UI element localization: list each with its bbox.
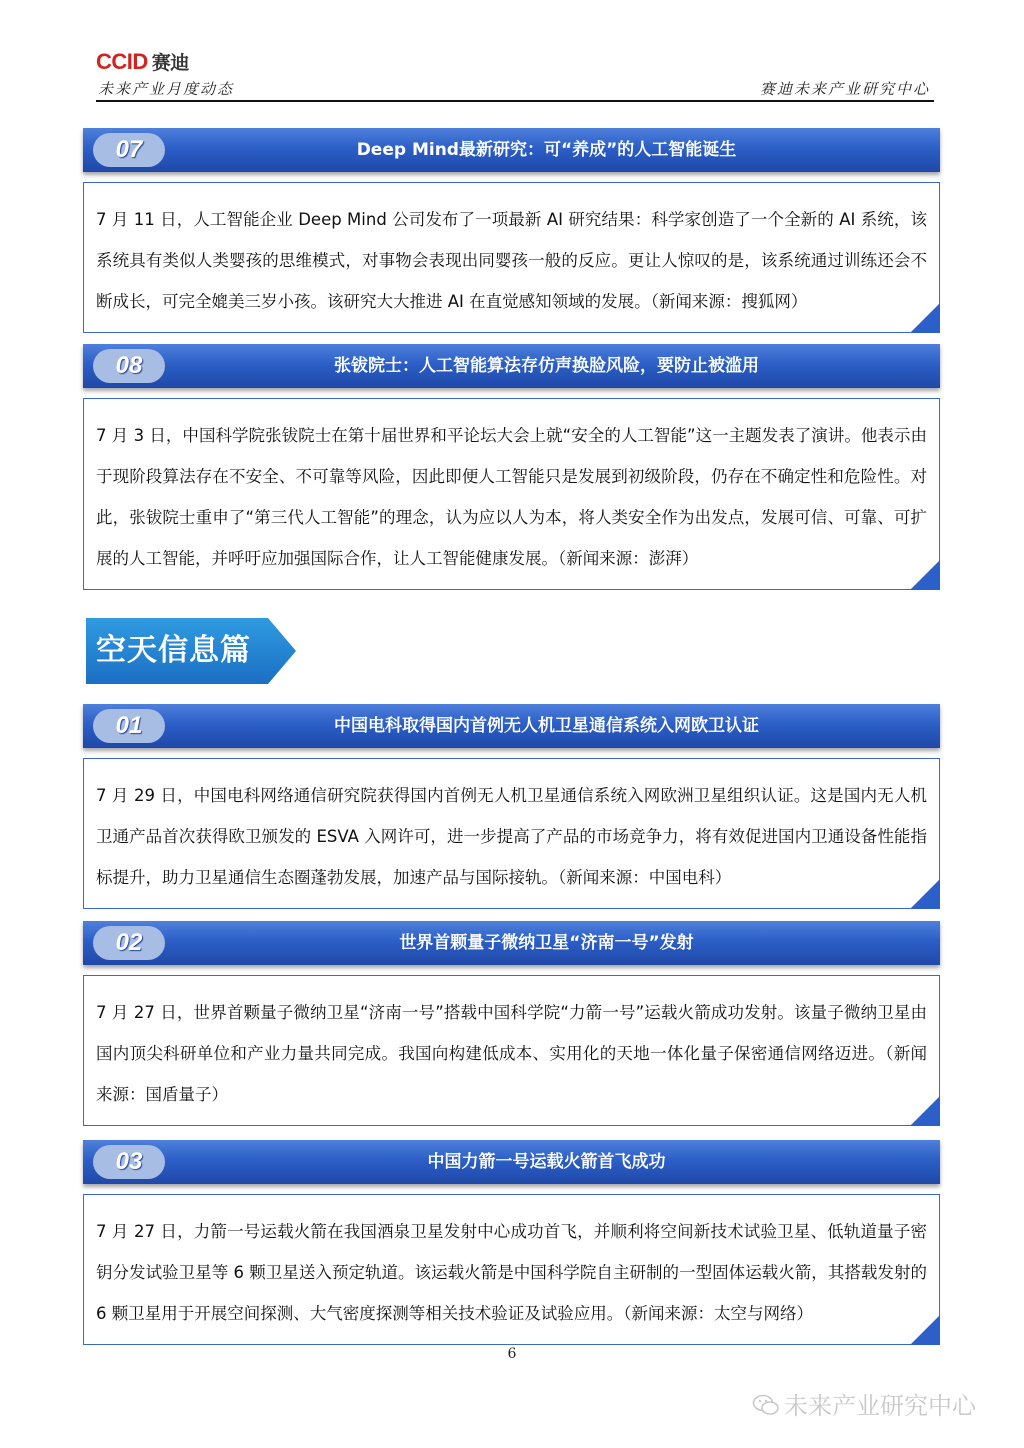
corner-triangle [910,879,940,909]
news-item [83,128,940,333]
news-item [83,344,940,590]
news-title: 张钹院士：人工智能算法存仿声换脸风险，要防止被滥用 [334,356,759,376]
news-title: 中国电科取得国内首例无人机卫星通信系统入网欧卫认证 [334,716,759,736]
news-number: 07 [93,133,165,167]
news-body-box [83,1194,940,1345]
news-title-bar [83,704,940,748]
corner-triangle [910,303,940,333]
corner-triangle [910,1096,940,1126]
news-body: 7 月 29 日，中国电科网络通信研究院获得国内首例无人机卫星通信系统入网欧洲卫星组织认证。这是国内无人机卫通产品首次获得欧卫颁发的 ESVA 入网许可，进一步提高了产品的市场竞争力，将有效促进国内卫通设备性能指标提升，助力卫星通信生态圈蓬勃发展，加速产品与国际接轨。（新闻来源：中国电科） [96,786,927,887]
news-number: 02 [93,926,165,960]
news-number: 08 [93,349,165,383]
news-item [83,704,940,909]
ccid-logo [96,48,189,75]
wechat-icon [752,1394,780,1416]
news-number: 03 [93,1145,165,1179]
section-title: 空天信息篇 [96,633,251,668]
news-title: Deep Mind最新研究：可“养成”的人工智能诞生 [356,140,737,160]
header-rule [96,100,934,102]
news-body: 7 月 3 日，中国科学院张钹院士在第十届世界和平论坛大会上就“安全的人工智能”这一主题发表了演讲。他表示由于现阶段算法存在不安全、不可靠等风险，因此即便人工智能只是发展到初级阶段，仍存在不确定性和危险性。对此，张钹院士重申了“第三代人工智能”的理念，认为应以人为本，将人类安全作为出发点，发展可信、可靠、可扩展的人工智能，并呼吁应加强国际合作，让人工智能健康发展。（新闻来源：澎湃） [96,426,927,568]
news-body: 7 月 27 日，力箭一号运载火箭在我国酒泉卫星发射中心成功首飞，并顺利将空间新技术试验卫星、低轨道量子密钥分发试验卫星等 6 颗卫星送入预定轨道。该运载火箭是中国科学院自主研制的一型固体运载火箭，其搭载发射的 6 颗卫星用于开展空间探测、大气密度探测等相关技术验证及试验应用。（新闻来源：太空与网络） [96,1222,927,1323]
news-title-bar [83,921,940,965]
section-banner [86,618,296,684]
page-number: 6 [507,1346,517,1362]
news-title: 中国力箭一号运载火箭首飞成功 [427,1152,666,1172]
news-body: 7 月 11 日，人工智能企业 Deep Mind 公司发布了一项最新 AI 研究结果：科学家创造了一个全新的 AI 系统，该系统具有类似人类婴孩的思维模式，对事物会表现出同婴孩一般的反应。更让人惊叹的是，该系统通过训练还会不断成长，可完全媲美三岁小孩。该研究大大推进 AI 在直觉感知领域的发展。（新闻来源：搜狐网） [96,210,927,311]
corner-triangle [910,1315,940,1345]
header-left-text: 未来产业月度动态 [98,80,235,98]
news-item [83,921,940,1126]
news-item [83,1140,940,1345]
news-title-bar [83,1140,940,1184]
news-title: 世界首颗量子微纳卫星“济南一号”发射 [399,933,694,953]
corner-triangle [910,560,940,590]
news-number: 01 [93,709,165,743]
news-title-bar [83,128,940,172]
news-title-bar [83,344,940,388]
watermark [752,1386,976,1421]
news-body-box [83,398,940,590]
news-body-box [83,182,940,333]
logo-cn: 赛迪 [151,52,189,74]
news-body: 7 月 27 日，世界首颗量子微纳卫星“济南一号”搭载中国科学院“力箭一号”运载火箭成功发射。该量子微纳卫星由国内顶尖科研单位和产业力量共同完成。我国向构建低成本、实用化的天地一体化量子保密通信网络迈进。（新闻来源：国盾量子） [96,1003,927,1104]
page-header [96,44,934,104]
news-body-box [83,975,940,1126]
header-right-text: 赛迪未来产业研究中心 [759,80,930,98]
watermark-text: 未来产业研究中心 [784,1392,976,1420]
logo-en: CCID [96,49,148,74]
news-body-box [83,758,940,909]
